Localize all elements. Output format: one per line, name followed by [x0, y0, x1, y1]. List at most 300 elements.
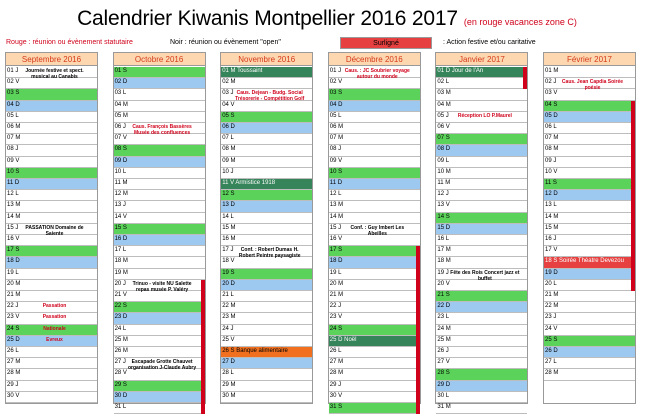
day-cell	[6, 179, 97, 190]
day-event: Nationale	[43, 325, 66, 332]
day-cell	[544, 112, 635, 123]
day-cell	[221, 179, 312, 190]
day-cell	[436, 201, 527, 212]
day-cell	[544, 302, 635, 313]
day-label: 07 M	[329, 135, 344, 142]
day-label: 11 V Armistice 1918	[222, 180, 276, 186]
day-label: 12 J	[437, 191, 449, 198]
day-label: 12 L	[329, 191, 342, 198]
day-cell	[221, 313, 312, 324]
day-label: 03 L	[114, 90, 127, 97]
day-cell	[436, 134, 527, 145]
day-cell	[436, 89, 527, 100]
day-label: 30 L	[437, 392, 450, 399]
day-cell	[436, 168, 527, 179]
day-label: 24 V	[545, 325, 558, 332]
day-label: 19 L	[329, 269, 342, 276]
day-label: 09 V	[7, 157, 20, 164]
day-cell	[114, 347, 205, 358]
day-label: 26 D	[545, 348, 558, 354]
day-cell	[6, 67, 97, 78]
day-cell	[6, 358, 97, 369]
day-label: 08 M	[545, 146, 559, 153]
day-cell	[6, 168, 97, 179]
day-cell	[221, 224, 312, 235]
month-header: Janvier 2017	[436, 53, 527, 66]
day-cell	[6, 101, 97, 112]
day-label: 10 J	[222, 168, 234, 175]
legend-highlight: Surligné	[340, 37, 432, 49]
day-label: 08 J	[7, 146, 19, 153]
day-label: 10 S	[7, 168, 20, 175]
day-label: 02 L	[437, 79, 450, 86]
calendar-grid	[5, 52, 651, 412]
day-label: 06 J	[114, 124, 126, 130]
day-label: 11 D	[329, 180, 343, 186]
day-cell	[221, 235, 312, 246]
day-label: 03 S	[329, 90, 343, 97]
day-cell	[436, 269, 527, 280]
day-cell	[221, 78, 312, 89]
day-cell	[436, 145, 527, 156]
day-cell	[221, 67, 312, 78]
day-event: Trinuo - visite NU Salette repas musée P. Valéry	[132, 280, 192, 293]
day-cell	[544, 369, 635, 380]
day-cell	[221, 201, 312, 212]
month-column	[435, 52, 528, 410]
title-main: Calendrier Kiwanis Montpellier 2016 2017	[77, 7, 458, 30]
day-cell	[436, 112, 527, 123]
day-label: 29 M	[222, 381, 236, 388]
day-cell	[436, 67, 527, 78]
day-label: 20 L	[545, 280, 557, 287]
day-cell	[6, 336, 97, 347]
day-event: Caus. : JC Soubrier voyage autour du monde	[344, 68, 410, 80]
day-label: 17 S	[329, 247, 343, 254]
day-cell	[436, 392, 527, 403]
day-cell	[6, 235, 97, 246]
day-cell	[329, 134, 420, 145]
day-label: 08 M	[222, 146, 236, 153]
day-label: 17 L	[114, 247, 127, 254]
day-label: 13 M	[7, 202, 21, 209]
day-label: 14 L	[222, 213, 234, 220]
day-label: 26 L	[7, 348, 19, 354]
day-cell	[114, 246, 205, 257]
day-label: 21 L	[222, 292, 234, 298]
day-cell	[329, 123, 420, 134]
day-label: 05 D	[545, 112, 558, 119]
day-label: 04 M	[437, 101, 451, 108]
day-label: 07 V	[114, 135, 127, 142]
day-cell	[114, 145, 205, 156]
day-label: 30 M	[222, 392, 236, 399]
day-cell	[329, 313, 420, 324]
month-column	[543, 52, 636, 404]
day-cell	[544, 201, 635, 212]
day-cell	[114, 179, 205, 190]
day-label: 25 M	[437, 336, 451, 343]
vacation-bar	[523, 67, 527, 89]
day-cell	[114, 213, 205, 224]
day-label: 25 D Noël	[329, 336, 357, 343]
day-cell	[221, 134, 312, 145]
month-column	[328, 52, 421, 410]
day-label: 29 J	[7, 381, 19, 388]
day-label: 10 S	[329, 168, 343, 175]
day-cell	[114, 403, 205, 414]
day-cell	[221, 336, 312, 347]
day-cell	[544, 291, 635, 302]
day-label: 04 D	[7, 101, 20, 108]
day-cell	[544, 168, 635, 179]
day-label: 08 S	[114, 146, 127, 153]
day-cell	[329, 168, 420, 179]
day-cell	[6, 302, 97, 313]
day-cell	[436, 190, 527, 201]
day-cell	[221, 112, 312, 123]
day-label: 31 S	[329, 404, 343, 410]
day-event: PASSATION Domaine de Saiente	[25, 224, 84, 237]
day-label: 24 S	[7, 325, 20, 332]
day-cell	[221, 213, 312, 224]
day-cell	[544, 325, 635, 336]
day-label: 02 V	[7, 79, 20, 86]
day-cell	[221, 302, 312, 313]
day-label: 12 D	[545, 191, 558, 198]
day-cell	[436, 257, 527, 268]
day-cell	[114, 157, 205, 168]
day-cell	[436, 381, 527, 392]
day-label: 28 M	[7, 370, 21, 377]
day-cell	[329, 89, 420, 100]
day-label: 27 D	[222, 359, 235, 366]
day-cell	[544, 134, 635, 145]
day-cell	[329, 157, 420, 168]
day-label: 06 D	[222, 124, 235, 130]
day-cell	[544, 157, 635, 168]
day-label: 13 V	[437, 202, 450, 209]
day-label: 11 M	[114, 180, 128, 186]
month-column	[5, 52, 98, 404]
day-cell	[329, 179, 420, 190]
vacation-bar	[631, 101, 635, 291]
day-label: 07 M	[545, 135, 559, 142]
day-label: 16 L	[437, 236, 450, 242]
day-cell	[544, 145, 635, 156]
day-cell	[436, 403, 527, 414]
day-label: 09 V	[329, 157, 343, 164]
day-cell	[221, 257, 312, 268]
day-event: Evreux	[46, 336, 63, 343]
day-cell	[329, 246, 420, 257]
day-label: 05 L	[329, 112, 342, 119]
day-label: 10 M	[437, 168, 451, 175]
day-cell	[114, 224, 205, 235]
day-cell	[436, 313, 527, 324]
day-label: 24 L	[114, 325, 127, 332]
day-label: 06 M	[7, 124, 21, 130]
day-cell	[114, 325, 205, 336]
day-cell	[221, 123, 312, 134]
day-cell	[329, 280, 420, 291]
day-cell	[221, 168, 312, 179]
day-cell	[114, 381, 205, 392]
day-label: 18 D	[7, 258, 20, 265]
day-label: 22 M	[545, 303, 559, 310]
day-cell	[436, 213, 527, 224]
day-cell	[544, 347, 635, 358]
day-label: 16 V	[7, 236, 20, 242]
day-cell	[329, 291, 420, 302]
title-subtitle: (en rouge vacances zone C)	[463, 17, 577, 27]
day-label: 01 J	[329, 68, 342, 74]
day-cell	[544, 224, 635, 235]
day-cell	[221, 101, 312, 112]
day-label: 20 J	[114, 280, 126, 287]
day-label: 02 D	[114, 79, 128, 86]
day-cell	[329, 392, 420, 403]
day-label: 10 L	[114, 168, 127, 175]
day-cell	[6, 224, 97, 235]
day-cell	[114, 358, 205, 372]
day-event: Caus. Jean Capdia Soirée poésie	[561, 79, 624, 92]
day-cell	[544, 179, 635, 190]
day-cell	[114, 280, 205, 291]
day-cell	[114, 67, 205, 78]
day-label: 19 J	[437, 269, 449, 276]
month-column	[220, 52, 313, 404]
day-cell	[544, 101, 635, 112]
day-label: 13 J	[114, 202, 126, 209]
day-cell	[114, 257, 205, 268]
day-label: 16 V	[329, 236, 343, 242]
day-cell	[544, 313, 635, 324]
day-label: 14 S	[437, 213, 450, 220]
day-cell	[329, 269, 420, 280]
day-cell	[6, 392, 97, 403]
day-label: 18 D	[329, 258, 343, 265]
day-label: 28 S	[437, 370, 450, 377]
day-cell	[544, 78, 635, 92]
day-label: 15 J	[329, 224, 342, 231]
day-event: Conf. : Robert Dumas H. Robert Peintre paysagiste	[238, 247, 301, 260]
day-label: 17 S	[7, 247, 20, 254]
day-label: 19 S	[222, 269, 235, 276]
day-label: 09 M	[222, 157, 236, 164]
day-label: 15 S	[114, 224, 127, 231]
day-cell	[221, 89, 312, 103]
day-label: 04 M	[114, 101, 128, 108]
day-label: 13 L	[545, 202, 557, 209]
day-label: 24 M	[437, 325, 451, 332]
day-label: 18 M	[114, 258, 128, 265]
day-cell	[6, 313, 97, 324]
day-event: Fête des Rois Concert jazz et buffet	[450, 269, 520, 282]
day-cell	[329, 78, 420, 89]
day-event: Passation	[42, 314, 67, 321]
day-label: 16 D	[114, 236, 128, 242]
day-cell	[6, 291, 97, 302]
day-label: 09 L	[437, 157, 450, 164]
day-cell	[544, 269, 635, 280]
day-cell	[6, 325, 97, 336]
day-label: 03 J	[222, 90, 234, 97]
vacation-bar	[201, 280, 205, 414]
day-cell	[114, 78, 205, 89]
day-label: 11 D	[7, 180, 20, 186]
day-label: 14 V	[114, 213, 127, 220]
day-label: 18 V	[222, 258, 235, 265]
day-cell	[221, 325, 312, 336]
day-cell	[114, 112, 205, 123]
day-label: 11 S	[545, 180, 557, 186]
day-label: 14 M	[7, 213, 21, 220]
day-cell	[114, 190, 205, 201]
day-cell	[436, 280, 527, 291]
day-label: 17 M	[437, 247, 451, 254]
day-label: 31 L	[114, 404, 127, 410]
day-cell	[436, 369, 527, 380]
day-cell	[544, 190, 635, 201]
day-cell	[329, 112, 420, 123]
day-label: 01 D Jour de l'An	[437, 68, 484, 74]
day-label: 26 M	[114, 348, 128, 354]
day-cell	[221, 246, 312, 260]
day-label: 21 M	[329, 292, 344, 298]
day-label: 18 S Soirée Théatre Devezou	[545, 258, 624, 265]
day-label: 07 L	[222, 135, 234, 142]
day-cell	[329, 101, 420, 112]
day-cell	[221, 145, 312, 156]
day-label: 21 M	[7, 292, 21, 298]
day-label: 23 J	[545, 314, 557, 321]
day-cell	[436, 302, 527, 313]
day-cell	[436, 246, 527, 257]
day-cell	[6, 78, 97, 89]
day-cell	[436, 78, 527, 89]
day-cell	[544, 246, 635, 257]
day-cell	[436, 358, 527, 369]
day-label: 20 M	[7, 280, 21, 287]
day-cell	[329, 336, 420, 347]
day-label: 25 V	[222, 336, 235, 343]
day-label: 23 V	[329, 314, 343, 321]
day-label: 22 S	[114, 303, 127, 310]
day-label: 21 V	[114, 292, 127, 298]
day-label: 08 D	[437, 146, 451, 153]
day-cell	[329, 145, 420, 156]
day-label: 24 J	[222, 325, 234, 332]
day-cell	[329, 67, 420, 78]
day-cell	[221, 347, 312, 358]
day-label: 27 L	[545, 359, 557, 366]
day-cell	[6, 257, 97, 268]
day-cell	[6, 134, 97, 145]
day-label: 20 V	[437, 280, 450, 287]
day-cell	[114, 336, 205, 347]
day-event: Escapade Grotte Chauvet organisation J-Claude Aubry	[128, 359, 197, 372]
day-cell	[329, 224, 420, 235]
day-cell	[544, 257, 635, 268]
day-cell	[329, 325, 420, 336]
day-label: 02 J	[545, 79, 557, 86]
day-cell	[6, 190, 97, 201]
day-cell	[6, 369, 97, 380]
day-label: 05 L	[7, 112, 19, 119]
day-cell	[114, 123, 205, 134]
day-cell	[436, 224, 527, 235]
day-cell	[544, 213, 635, 224]
day-cell	[436, 101, 527, 112]
day-label: 30 D	[114, 392, 128, 399]
day-cell	[6, 381, 97, 392]
day-label: 25 D	[7, 336, 20, 343]
day-label: 01 S	[114, 68, 127, 74]
day-label: 19 D	[545, 269, 558, 276]
day-label: 26 S Banque alimentaire	[222, 348, 288, 354]
day-cell	[329, 403, 420, 414]
day-cell	[114, 313, 205, 324]
day-label: 13 D	[222, 202, 235, 209]
day-cell	[329, 190, 420, 201]
day-label: 30 V	[329, 392, 343, 399]
day-label: 06 L	[545, 124, 557, 130]
day-cell	[544, 123, 635, 134]
day-label: 03 M	[437, 90, 451, 97]
day-label: 23 M	[222, 314, 236, 321]
day-label: 07 S	[437, 135, 450, 142]
day-label: 22 J	[329, 303, 342, 310]
day-event: Réception LO P.Maurel	[457, 112, 512, 119]
day-label: 15 D	[437, 224, 451, 231]
day-cell	[221, 392, 312, 403]
day-cell	[6, 157, 97, 168]
day-label: 15 J	[7, 224, 19, 231]
day-cell	[436, 291, 527, 302]
day-cell	[436, 179, 527, 190]
day-label: 16 J	[545, 236, 557, 242]
day-label: 29 D	[437, 381, 451, 388]
day-cell	[6, 280, 97, 291]
day-label: 07 M	[7, 135, 21, 142]
day-label: 26 L	[329, 348, 342, 354]
day-label: 14 M	[329, 213, 344, 220]
day-label: 02 V	[329, 79, 343, 86]
day-label: 29 J	[329, 381, 342, 388]
day-label: 14 M	[545, 213, 559, 220]
day-cell	[221, 291, 312, 302]
day-label: 13 M	[329, 202, 344, 209]
month-column	[113, 52, 206, 410]
day-label: 12 M	[114, 191, 128, 198]
day-label: 03 S	[7, 90, 20, 97]
day-label: 12 L	[7, 191, 19, 198]
day-cell	[329, 381, 420, 392]
day-label: 28 L	[222, 370, 234, 377]
day-label: 21 M	[545, 292, 559, 298]
day-label: 27 M	[329, 359, 344, 366]
day-cell	[114, 392, 205, 403]
month-header: Février 2017	[544, 53, 635, 66]
day-label: 09 J	[545, 157, 557, 164]
day-label: 16 M	[222, 236, 236, 242]
day-label: 01 J	[7, 68, 19, 74]
day-cell	[221, 190, 312, 201]
day-cell	[6, 269, 97, 280]
day-cell	[544, 358, 635, 369]
day-label: 19 L	[7, 269, 19, 276]
